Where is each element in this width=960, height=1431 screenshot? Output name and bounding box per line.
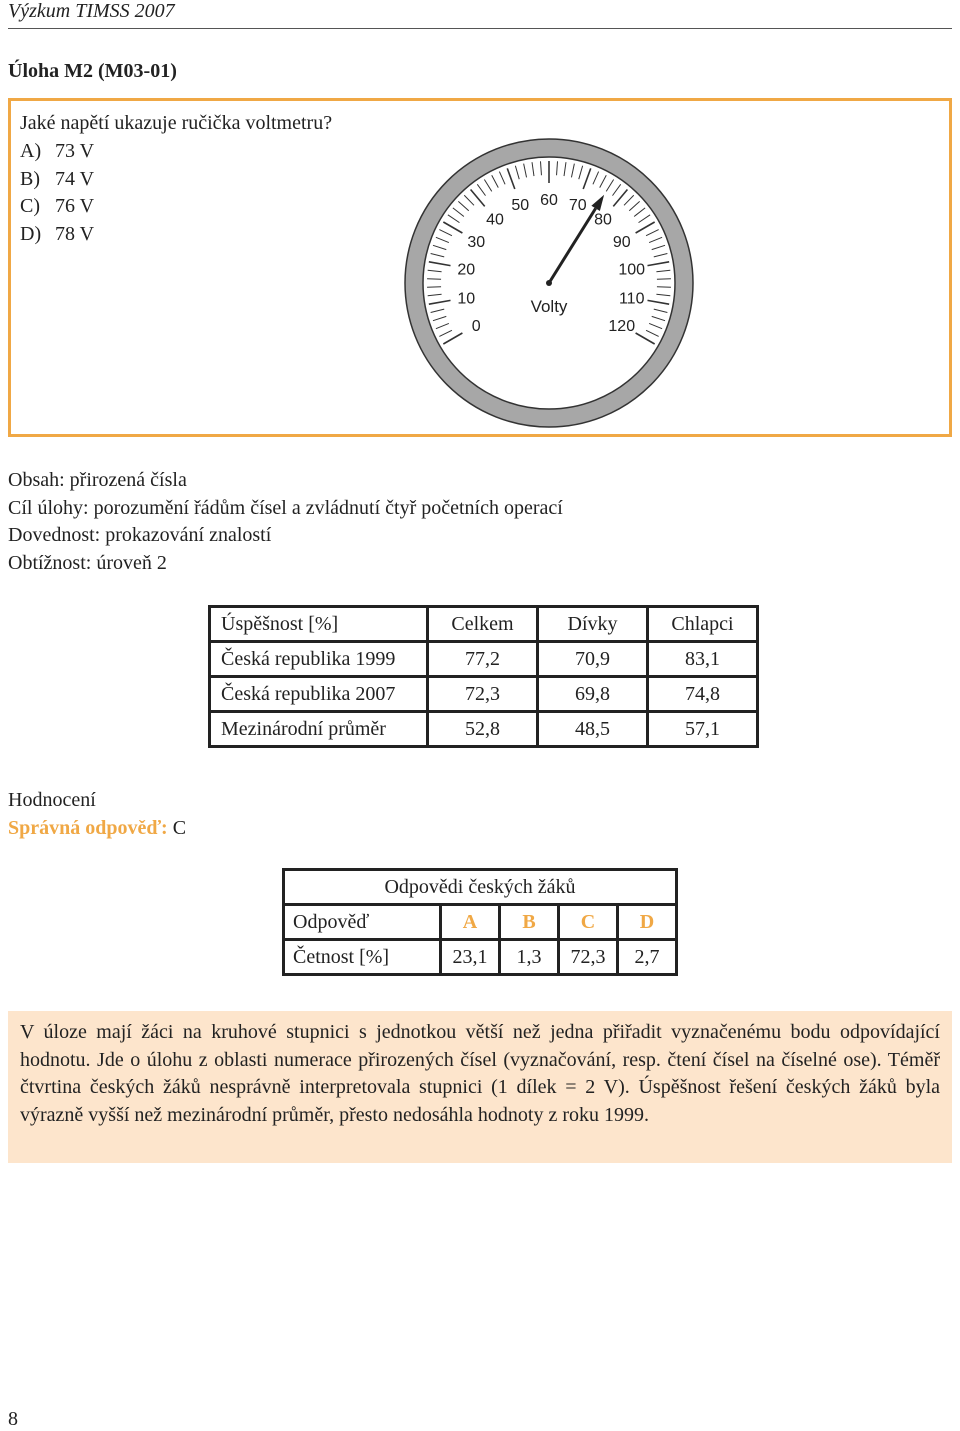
task-metadata — [8, 467, 563, 577]
header-cell: Úspěšnost [%] — [210, 607, 428, 642]
gauge-label: 30 — [467, 234, 486, 251]
question-text: Jaké napětí ukazuje ručička voltmetru? — [20, 112, 333, 134]
header-rule — [8, 28, 952, 29]
header-cell: Dívky — [538, 607, 648, 642]
answer-letter: A — [441, 905, 500, 940]
gauge-label: 60 — [540, 192, 558, 209]
frequency-label: Četnost [%] — [284, 940, 441, 975]
table-row — [210, 642, 758, 677]
responses-title-row — [284, 870, 677, 905]
gauge-label: 70 — [568, 197, 587, 215]
evaluation — [8, 786, 186, 842]
gauge-label: 100 — [618, 261, 646, 279]
table-row — [210, 677, 758, 712]
page-number: 8 — [8, 1408, 18, 1430]
answer-options — [20, 138, 94, 248]
frequency-value: 1,3 — [500, 940, 559, 975]
evaluation-label: Hodnocení — [8, 789, 96, 811]
gauge-label: 20 — [457, 261, 476, 279]
option-letter: A) — [20, 140, 42, 162]
voltmeter-gauge — [400, 138, 700, 438]
responses-table — [282, 868, 678, 976]
document-header: Výzkum TIMSS 2007 — [8, 0, 175, 22]
frequency-value: 2,7 — [618, 940, 677, 975]
option-text: 76 V — [55, 195, 95, 217]
cell-value: 69,8 — [538, 677, 648, 712]
header-cell: Celkem — [428, 607, 538, 642]
answer-letter: C — [559, 905, 618, 940]
gauge-label: 110 — [618, 290, 645, 308]
row-label: Mezinárodní průměr — [210, 712, 428, 747]
gauge-label: 90 — [612, 234, 631, 251]
row-label: Česká republika 2007 — [210, 677, 428, 712]
answer-letter: D — [618, 905, 677, 940]
gauge-label: 0 — [471, 318, 481, 335]
gauge-label: 40 — [486, 211, 504, 229]
gauge-label: 50 — [511, 197, 530, 215]
cell-value: 52,8 — [428, 712, 538, 747]
task-title: Úloha M2 (M03-01) — [8, 60, 177, 82]
meta-content: Obsah: přirozená čísla — [8, 469, 187, 491]
option-text: 74 V — [55, 167, 95, 190]
cell-value: 83,1 — [648, 642, 758, 677]
cell-value: 70,9 — [538, 642, 648, 677]
frequency-row — [284, 940, 677, 975]
answer-letter: B — [500, 905, 559, 940]
table-header-row — [210, 607, 758, 642]
success-table — [208, 605, 759, 748]
meta-difficulty: Obtížnost: úroveň 2 — [8, 551, 167, 574]
frequency-value: 72,3 — [559, 940, 618, 975]
correct-answer — [8, 814, 186, 842]
cell-value: 77,2 — [428, 642, 538, 677]
row-label: Česká republika 1999 — [210, 642, 428, 677]
header-cell: Chlapci — [648, 607, 758, 642]
option-c — [20, 193, 94, 221]
answer-row — [284, 905, 677, 940]
cell-value: 57,1 — [648, 712, 758, 747]
gauge-pivot — [546, 280, 552, 286]
gauge-label: 120 — [608, 318, 636, 335]
cell-value: 74,8 — [648, 677, 758, 712]
cell-value: 48,5 — [538, 712, 648, 747]
cell-value: 72,3 — [428, 677, 538, 712]
correct-answer-value: C — [172, 817, 187, 839]
responses-title: Odpovědi českých žáků — [284, 870, 677, 905]
table-row — [210, 712, 758, 747]
option-text: 78 V — [55, 222, 95, 245]
meta-skill: Dovednost: prokazování znalostí — [8, 524, 272, 546]
commentary-box: V úloze mají žáci na kruhové stupnici s jednotkou větší než jedna přiřadit vyznačenému bodu odpovídající hodnotu. Jde o úlohu z oblasti numerace přirozených čísel (vyznačování, resp. čtení čísel na číselné ose). Téměř čtvrtina českých žáků nesprávně interpretovala stupnici (1 dílek = 2 V). Úspěšnost řešení českých žáků byla výrazně vyšší než mezinárodní průměr, přesto nedosáhla hodnoty z roku 1999. — [8, 1011, 952, 1163]
meta-goal: Cíl úlohy: porozumění řádům čísel a zvládnutí čtyř početních operací — [8, 496, 563, 519]
option-b — [20, 166, 94, 194]
answer-label: Odpověď — [284, 905, 441, 940]
option-letter: C) — [20, 195, 40, 217]
correct-answer-label: Správná odpověď: — [8, 817, 168, 839]
option-d — [20, 221, 94, 249]
frequency-value: 23,1 — [441, 940, 500, 975]
gauge-label: 80 — [594, 211, 612, 229]
option-letter: D) — [20, 222, 42, 245]
option-letter: B) — [20, 167, 40, 190]
gauge-unit-label: Volty — [530, 297, 568, 316]
option-a — [20, 138, 94, 166]
option-text: 73 V — [55, 140, 95, 162]
gauge-label: 10 — [457, 290, 476, 308]
